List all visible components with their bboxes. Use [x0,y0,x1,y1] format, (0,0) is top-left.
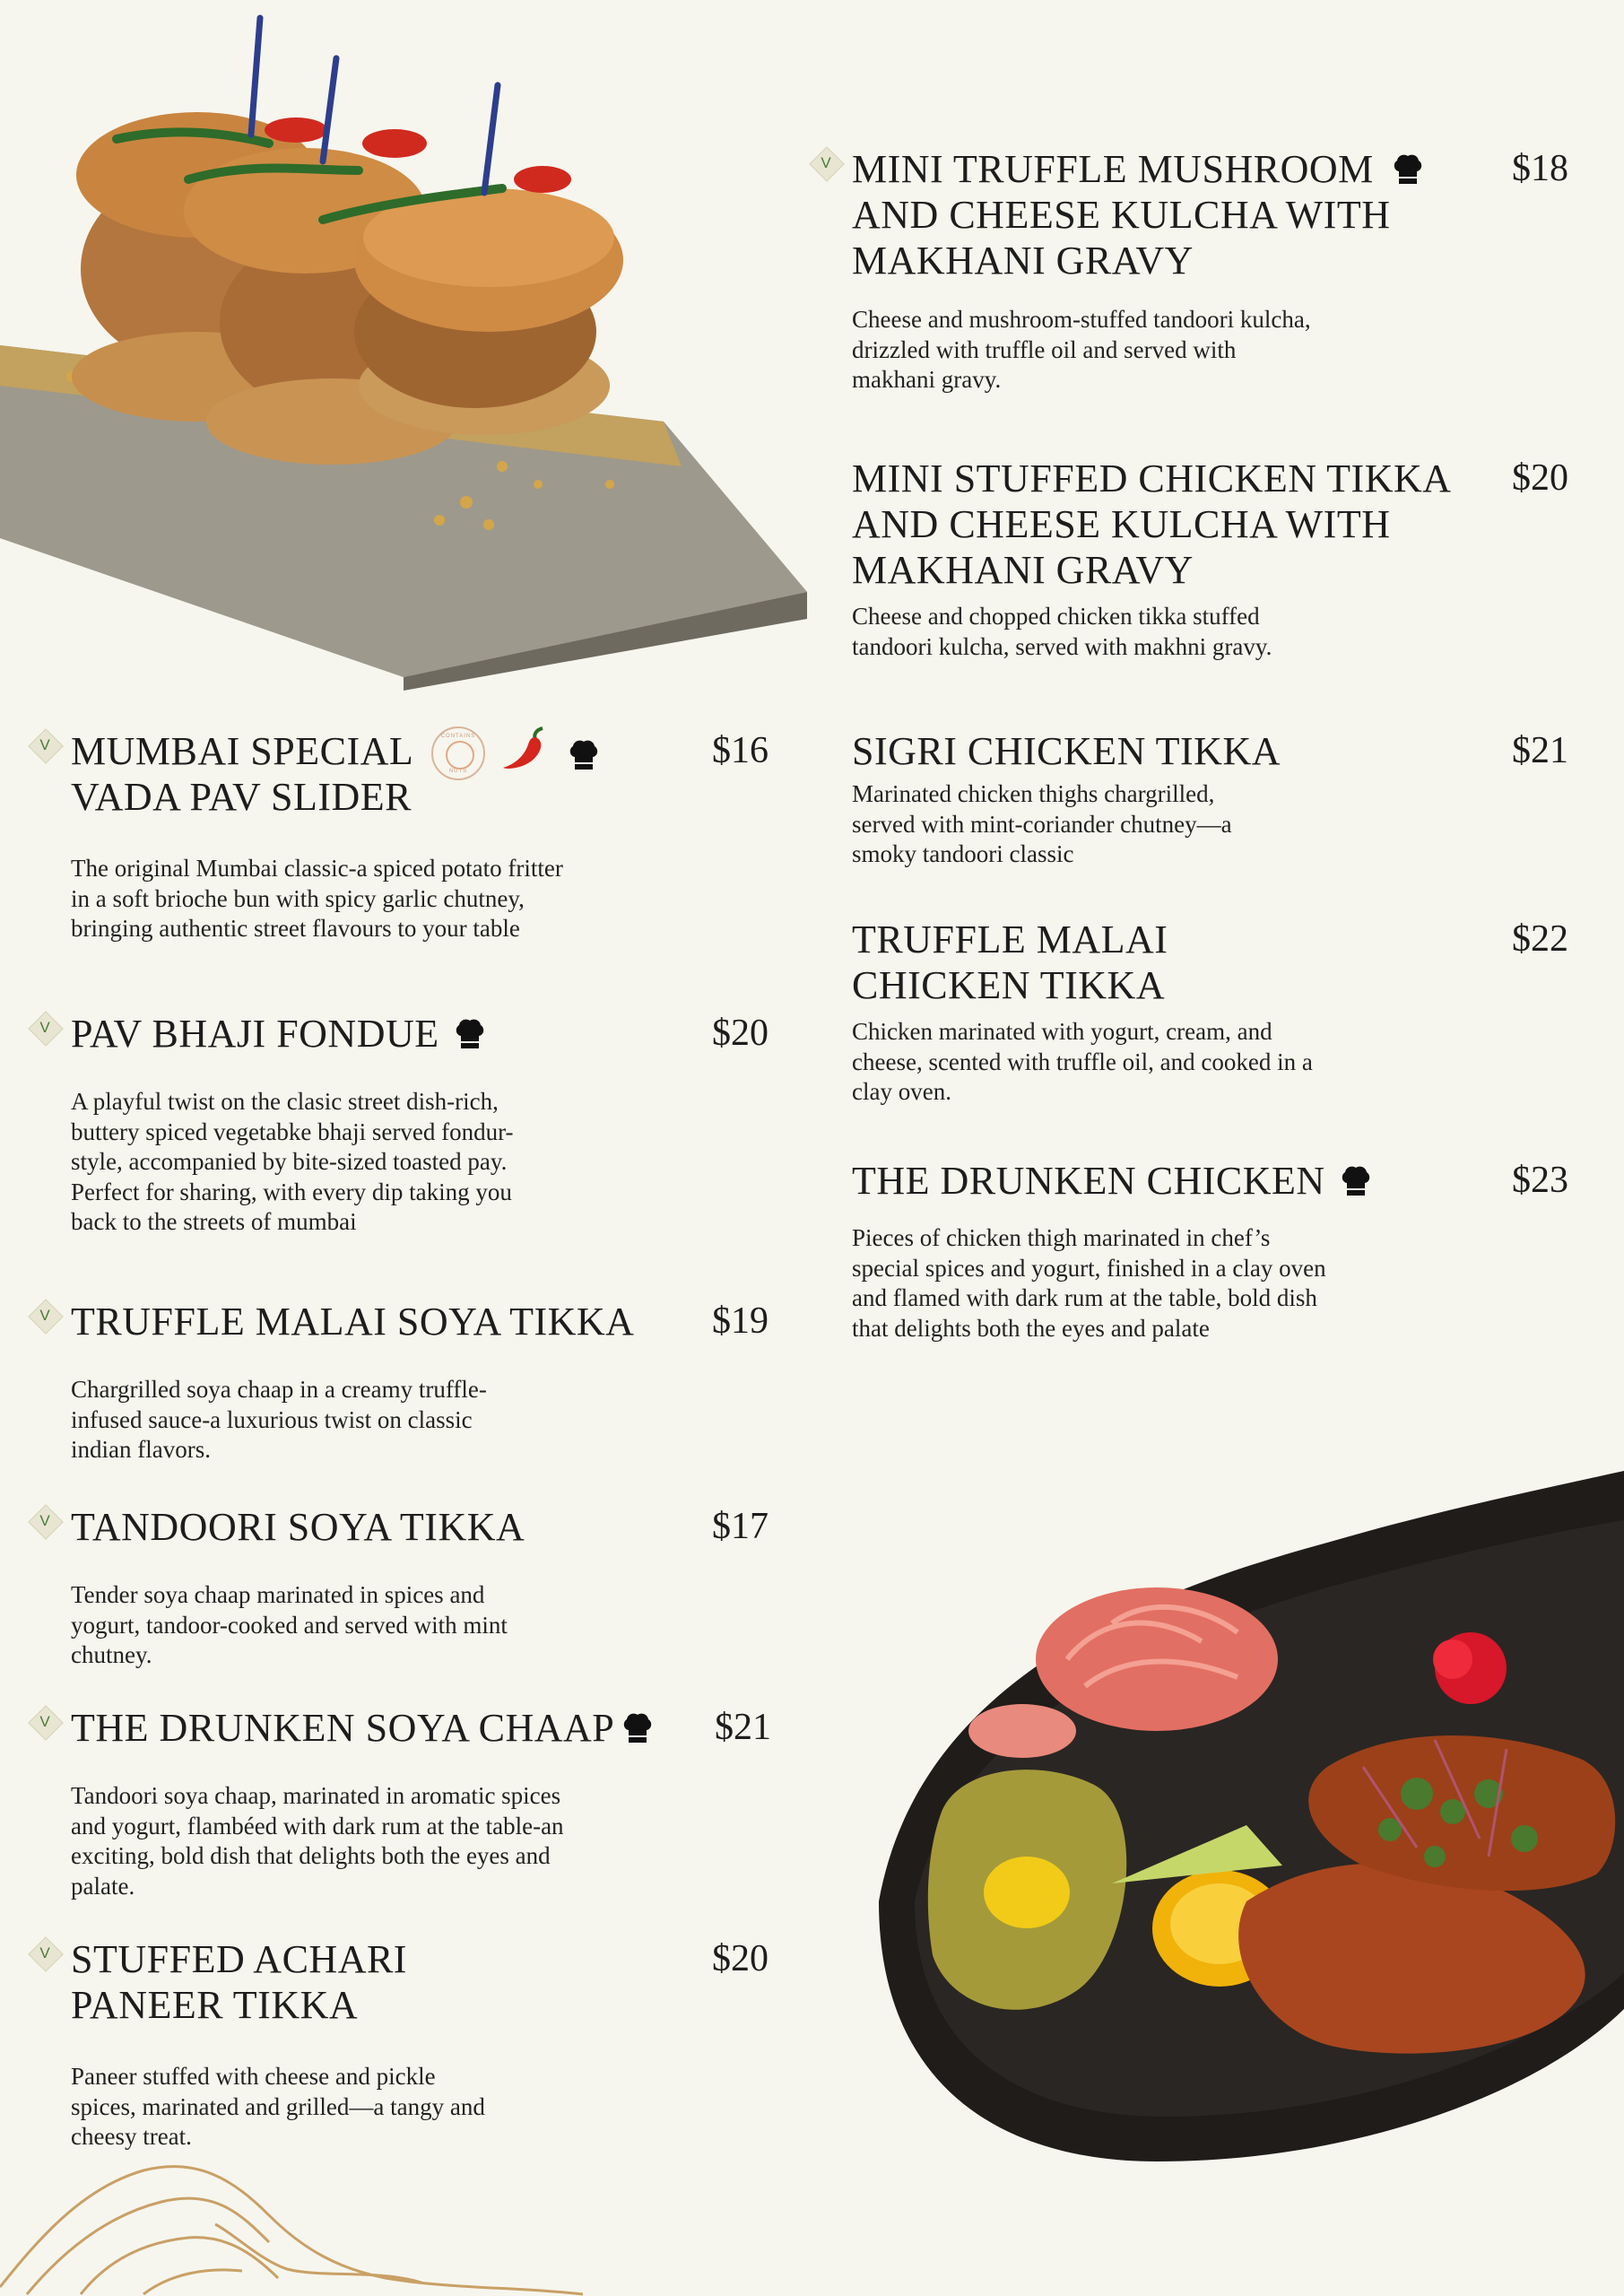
item-price: $21 [715,1707,771,1748]
item-description: Cheese and mushroom-stuffed tandoori kulcha, drizzled with truffle oil and served with makhani gravy. [852,306,1311,393]
item-header [821,146,1587,283]
item-price: $23 [1512,1160,1568,1201]
veg-marker: V [30,1300,60,1331]
item-description: A playful twist on the clasic street dish-rich, buttery spiced vegetabke bhaji served fondur-style, accompanied by bite-sized toasted pay. Perfect for sharing, with every dip taking you back to the streets of mumbai [71,1088,514,1235]
veg-marker: V [30,730,60,761]
menu-item-mini-truffle-mushroom-kulcha [821,146,1587,396]
item-price: $18 [1512,148,1568,189]
item-name: STUFFED ACHARI PANEER TIKKA [71,1937,407,2027]
item-description: Pieces of chicken thigh marinated in chef’s special spices and yogurt, finished in a clay oven and flamed with dark rum at the table, bold dish that delights both the eyes and palate [852,1224,1326,1342]
contains-nuts-icon: CONTAINS NUTS [431,726,485,780]
item-description: Paneer stuffed with cheese and pickle spices, marinated and grilled—a tangy and cheesy treat. [71,2063,485,2150]
item-description: Chargrilled soya chaap in a creamy truffle-infused sauce-a luxurious twist on classic indian flavors. [71,1376,487,1463]
veg-marker: V [30,1013,60,1043]
item-description: Cheese and chopped chicken tikka stuffed tandoori kulcha, served with makhni gravy. [852,603,1272,660]
item-header [39,1504,788,1550]
item-description: Chicken marinated with yogurt, cream, and cheese, scented with truffle oil, and cooked in a clay oven. [852,1018,1313,1105]
item-header [39,728,788,820]
menu-item-pav-bhaji-fondue [39,1011,788,1238]
item-name: MUMBAI SPECIAL VADA PAV SLIDER [71,729,413,819]
item-name: TANDOORI SOYA TIKKA [71,1505,525,1549]
item-name: PAV BHAJI FONDUE [71,1012,439,1056]
menu-item-drunken-chicken [852,1158,1587,1344]
vada-pav-sliders-photo [0,0,816,691]
item-price: $16 [712,730,769,771]
item-header [852,456,1587,593]
veg-marker: V [811,148,841,178]
chef-hat-icon [1392,152,1424,190]
item-header [39,1299,788,1344]
chef-hat-icon [454,1016,486,1055]
item-price: $17 [712,1506,769,1547]
item-price: $20 [712,1938,769,1979]
item-description: Tandoori soya chaap, marinated in aromatic spices and yogurt, flambéed with dark rum at the table-an exciting, bold dish that delights both the eyes and palate. [71,1782,564,1900]
item-name: MINI STUFFED CHICKEN TIKKA AND CHEESE KULCHA WITH MAKHANI GRAVY [852,457,1450,592]
item-header [39,1705,806,1751]
menu-item-truffle-malai-chicken-tikka [852,917,1587,1108]
item-name: TRUFFLE MALAI SOYA TIKKA [71,1300,635,1344]
menu-item-vada-pav [39,728,788,944]
item-header [852,917,1587,1008]
item-header [852,1158,1587,1204]
menu-item-mini-stuffed-chicken-tikka-kulcha [852,456,1587,662]
item-header [39,1936,788,2028]
item-price: $20 [712,1013,769,1054]
veg-marker: V [30,1938,60,1969]
item-name: MINI TRUFFLE MUSHROOM AND CHEESE KULCHA WITH MAKHANI GRAVY [852,147,1391,283]
item-name: TRUFFLE MALAI CHICKEN TIKKA [852,918,1168,1007]
item-description: The original Mumbai classic-a spiced potato fritter in a soft brioche bun with spicy garlic chutney, bringing authentic street flavours to your table [71,855,563,942]
item-name: THE DRUNKEN SOYA CHAAP [71,1706,615,1750]
item-name: SIGRI CHICKEN TIKKA [852,729,1281,773]
menu-item-sigri-chicken-tikka [852,728,1587,870]
chef-hat-icon [568,737,600,776]
item-price: $21 [1512,730,1568,771]
chef-hat-icon [1340,1163,1372,1202]
item-price: $19 [712,1300,769,1342]
chili-icon [499,723,553,776]
item-header [39,1011,788,1057]
item-name: THE DRUNKEN CHICKEN [852,1159,1325,1203]
veg-marker: V [30,1707,60,1737]
veg-marker: V [30,1506,60,1536]
item-description: Tender soya chaap marinated in spices and yogurt, tandoor-cooked and served with mint chutney. [71,1581,508,1668]
item-description: Marinated chicken thighs chargrilled, served with mint-coriander chutney—a smoky tandoori classic [852,780,1232,867]
line-art-ornament [0,2152,583,2296]
menu-item-tandoori-soya-tikka [39,1504,788,1671]
item-price: $22 [1512,918,1568,960]
chef-hat-icon [621,1710,654,1749]
item-price: $20 [1512,457,1568,499]
menu-item-drunken-soya-chaap [39,1705,806,1901]
menu-item-stuffed-achari-paneer-tikka [39,1936,788,2152]
tikka-platter-photo [861,1471,1624,2179]
menu-item-truffle-malai-soya-tikka [39,1299,788,1465]
item-header [852,728,1587,774]
